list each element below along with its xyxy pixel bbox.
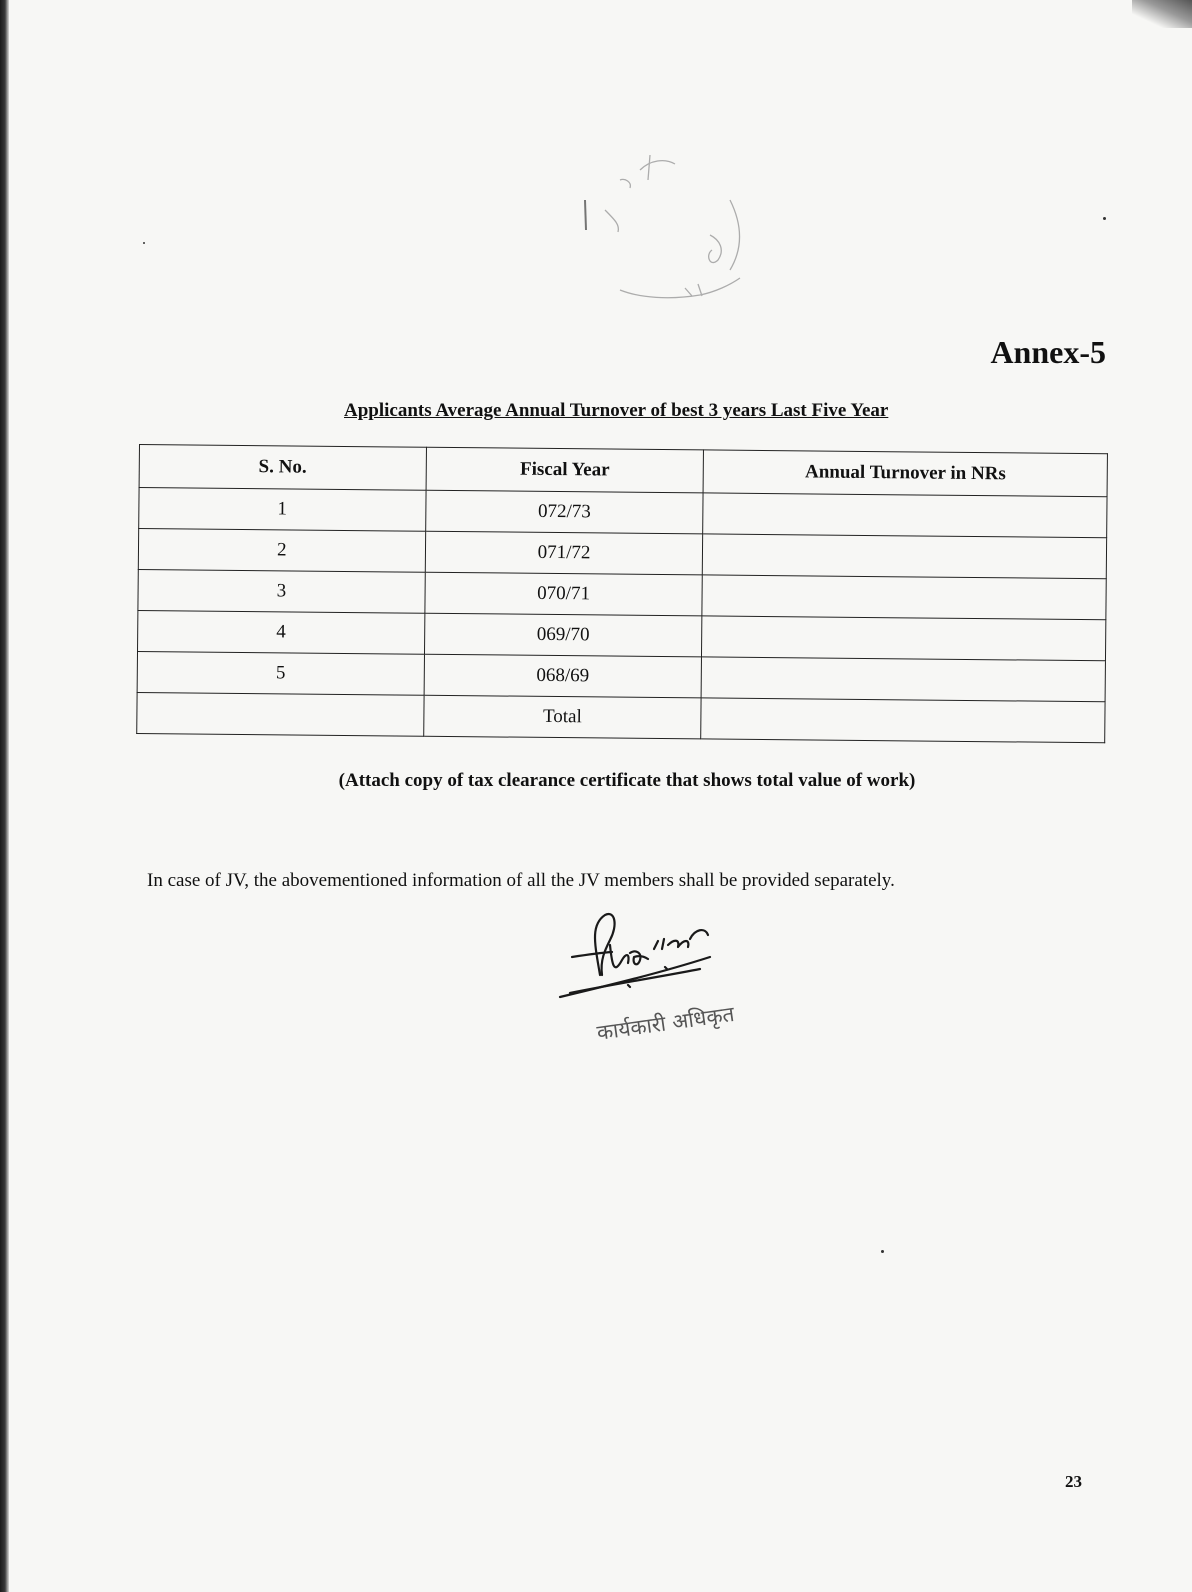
scan-speck (1103, 217, 1106, 220)
table-heading: Applicants Average Annual Turnover of best 3 years Last Five Year (344, 400, 889, 421)
cell-fiscal-year: 068/69 (424, 654, 702, 698)
cell-sno: 1 (139, 488, 426, 532)
signatory-designation: कार्यकारी अधिकृत (595, 1001, 736, 1045)
scan-edge-shadow (0, 0, 9, 1592)
handwritten-signature (550, 905, 790, 1055)
scan-speck (881, 1250, 884, 1253)
annex-title: Annex-5 (990, 334, 1106, 370)
faded-seal-stamp (580, 150, 765, 310)
attach-note: (Attach copy of tax clearance certificate that shows total value of work) (338, 770, 916, 791)
turnover-table (136, 444, 1108, 743)
cell-sno: 4 (138, 610, 425, 654)
column-header-sno: S. No. (139, 445, 426, 491)
cell-turnover[interactable] (703, 493, 1107, 538)
cell-sno (137, 692, 424, 736)
cell-fiscal-year: 070/71 (425, 572, 703, 616)
cell-total-label: Total (423, 695, 701, 739)
cell-sno: 2 (138, 529, 425, 573)
cell-fiscal-year: 072/73 (425, 490, 703, 534)
column-header-fiscal-year: Fiscal Year (426, 447, 704, 493)
column-header-annual-turnover: Annual Turnover in NRs (703, 450, 1107, 497)
cell-sno: 3 (138, 569, 425, 613)
scan-speck (143, 242, 145, 244)
cell-turnover[interactable] (702, 616, 1106, 661)
cell-sno: 5 (137, 651, 424, 695)
cell-fiscal-year: 071/72 (425, 531, 703, 575)
cell-turnover[interactable] (702, 575, 1106, 620)
page-number: 23 (1065, 1472, 1082, 1491)
scan-corner-mark (1132, 0, 1192, 28)
table-total-row (137, 692, 1105, 742)
cell-total-turnover[interactable] (701, 698, 1105, 743)
jv-note: In case of JV, the abovementioned information of all the JV members shall be provided separately. (147, 870, 895, 891)
cell-turnover[interactable] (701, 657, 1105, 702)
cell-fiscal-year: 069/70 (424, 613, 702, 657)
cell-turnover[interactable] (703, 534, 1107, 579)
